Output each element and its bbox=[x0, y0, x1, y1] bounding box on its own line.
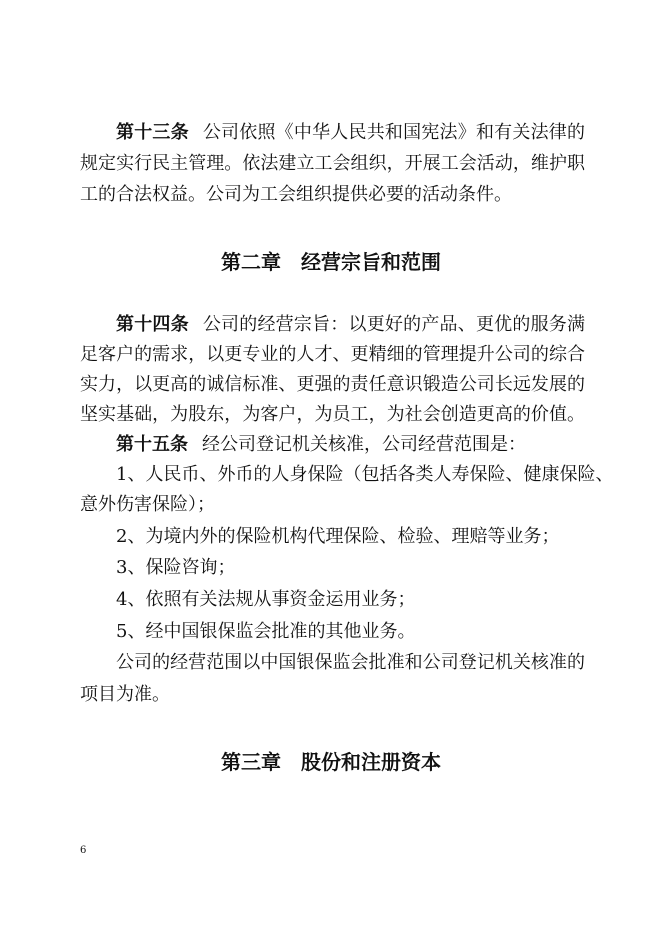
article-15-line-1: 第十五条 经公司登记机关核准，公司经营范围是： bbox=[116, 434, 526, 455]
scope-item-4: 4、依照有关法规从事资金运用业务； bbox=[116, 589, 416, 610]
chapter-2-heading: 第二章 经营宗旨和范围 bbox=[221, 250, 441, 274]
scope-item-2: 2、为境内外的保险机构代理保险、检验、理赔等业务； bbox=[116, 526, 560, 547]
page-number: 6 bbox=[80, 845, 87, 856]
article-14-line-3: 实力，以更高的诚信标准、更强的责任意识锻造公司长远发展的 bbox=[80, 374, 585, 395]
article-14-line-2: 足客户的需求，以更专业的人才、更精细的管理提升公司的综合 bbox=[80, 344, 585, 365]
article-14-line-4: 坚实基础，为股东，为客户，为员工，为社会创造更高的价值。 bbox=[80, 404, 585, 425]
article-13-line-3: 工的合法权益。公司为工会组织提供必要的活动条件。 bbox=[80, 184, 512, 205]
scope-item-1: 1、人民币、外币的人身保险（包括各类人寿保险、健康保险、 bbox=[116, 464, 614, 485]
scope-item-1-cont: 意外伤害保险）； bbox=[80, 494, 215, 515]
article-14-line-1: 第十四条 公司的经营宗旨：以更好的产品、更优的服务满 bbox=[116, 314, 586, 335]
scope-item-5: 5、经中国银保监会批准的其他业务。 bbox=[116, 621, 416, 642]
article-13-label: 第十三条 bbox=[116, 122, 189, 143]
article-13-line-2: 规定实行民主管理。依法建立工会组织，开展工会活动，维护职 bbox=[80, 153, 585, 174]
scope-closing-line-1: 公司的经营范围以中国银保监会批准和公司登记机关核准的 bbox=[116, 652, 585, 673]
article-15-label: 第十五条 bbox=[116, 434, 188, 455]
article-14-label: 第十四条 bbox=[116, 314, 189, 335]
article-13-line-1: 第十三条 公司依照《中华人民共和国宪法》和有关法律的 bbox=[116, 122, 586, 143]
scope-closing-line-2: 项目为准。 bbox=[80, 684, 170, 705]
scope-item-3: 3、保险咨询； bbox=[116, 557, 236, 578]
chapter-3-heading: 第三章 股份和注册资本 bbox=[221, 750, 441, 774]
